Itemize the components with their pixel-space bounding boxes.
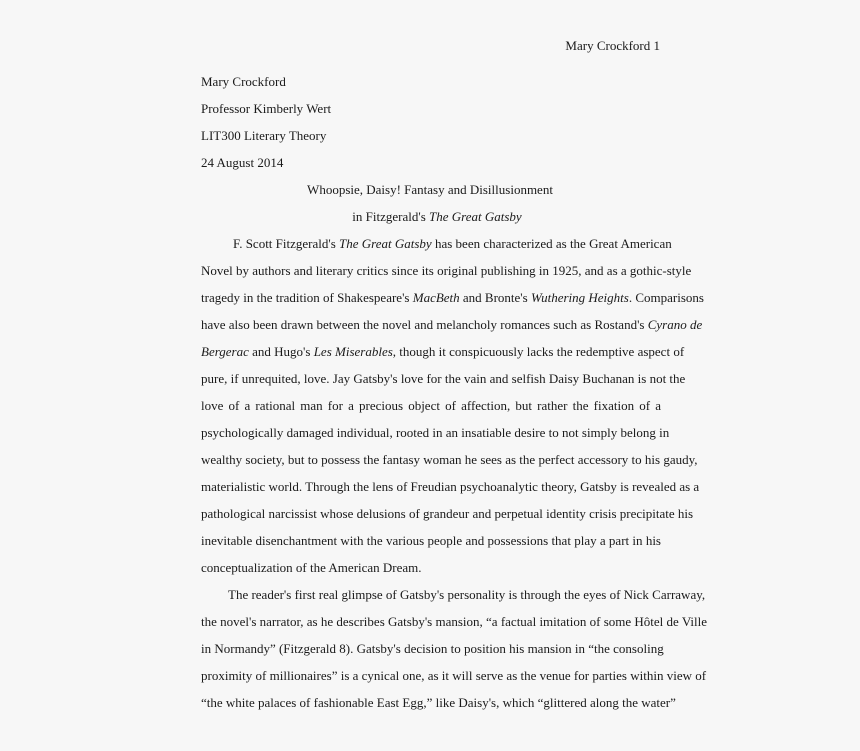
body-line: wealthy society, but to possess the fantasy woman he sees as the perfect accessory to his gaudy,: [201, 452, 698, 467]
professor-name: Professor Kimberly Wert: [201, 101, 332, 116]
body-line: Novel by authors and literary critics since its original publishing in 1925, and as a gothic-style: [201, 263, 692, 278]
body-line: have also been drawn between the novel and melancholy romances such as Rostand's Cyrano de: [201, 317, 703, 332]
author-name: Mary Crockford: [201, 74, 286, 89]
body-line: the novel's narrator, as he describes Gatsby's mansion, “a factual imitation of some Hôtel de Ville: [201, 614, 708, 629]
body-line: tragedy in the tradition of Shakespeare's MacBeth and Bronte's Wuthering Heights. Comparisons: [201, 290, 704, 305]
body-line: pure, if unrequited, love. Jay Gatsby's love for the vain and selfish Daisy Buchanan is not the: [201, 371, 686, 386]
body-line: pathological narcissist whose delusions of grandeur and perpetual identity crisis precipitate his: [201, 506, 694, 521]
essay-title-line-1: Whoopsie, Daisy! Fantasy and Disillusionment: [307, 182, 553, 197]
body-line: Bergerac and Hugo's Les Miserables, though it conspicuously lacks the redemptive aspect of: [201, 344, 685, 359]
running-head: Mary Crockford 1: [565, 38, 660, 53]
body-line: proximity of millionaires” is a cynical one, as it will serve as the venue for parties within view of: [201, 668, 707, 683]
body-line: in Normandy” (Fitzgerald 8). Gatsby's decision to position his mansion in “the consoling: [201, 641, 664, 656]
body-line: F. Scott Fitzgerald's The Great Gatsby has been characterized as the Great American: [233, 236, 672, 251]
course-name: LIT300 Literary Theory: [201, 128, 327, 143]
date: 24 August 2014: [201, 155, 284, 170]
body-line: The reader's first real glimpse of Gatsby's personality is through the eyes of Nick Carraway,: [228, 587, 706, 602]
body-line: psychologically damaged individual, rooted in an insatiable desire to not simply belong in: [201, 425, 670, 440]
body-line: materialistic world. Through the lens of Freudian psychoanalytic theory, Gatsby is revealed as a: [201, 479, 700, 494]
body-line: “the white palaces of fashionable East Egg,” like Daisy's, which “glittered along the water”: [201, 695, 676, 710]
body-line: conceptualization of the American Dream.: [201, 560, 422, 575]
essay-title-line-2: in Fitzgerald's The Great Gatsby: [352, 209, 522, 224]
body-line: inevitable disenchantment with the various people and possessions that play a part in his: [201, 533, 661, 548]
body-line: love of a rational man for a precious object of affection, but rather the fixation of a: [201, 398, 661, 413]
